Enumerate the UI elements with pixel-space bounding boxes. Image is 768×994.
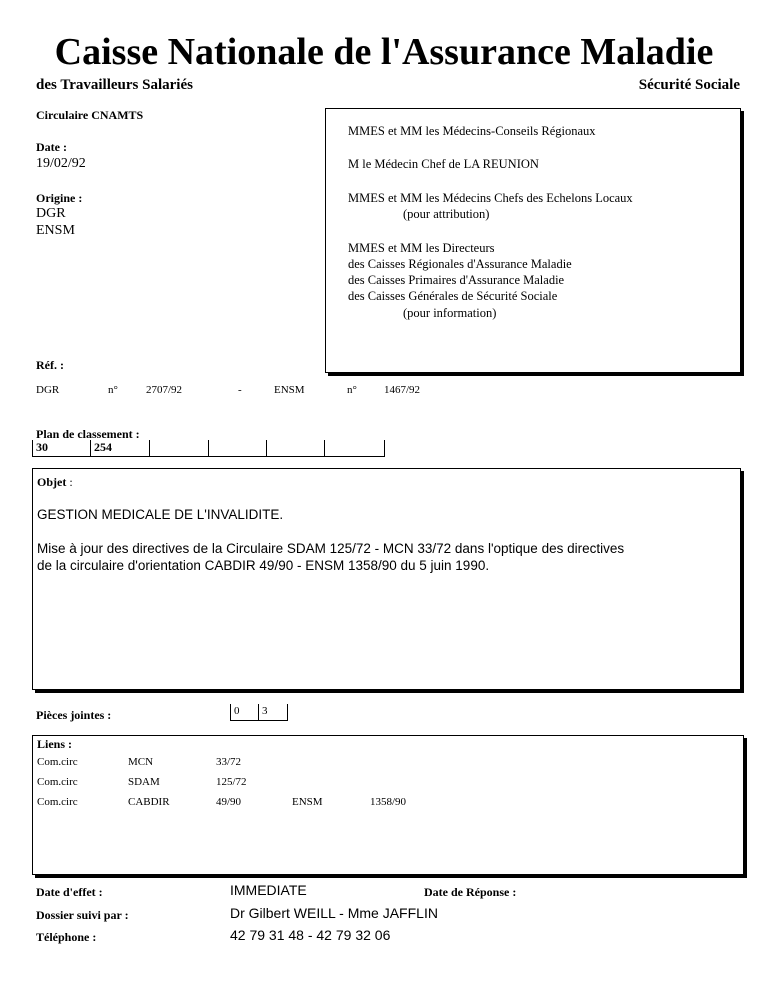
objet-title: GESTION MEDICALE DE L'INVALIDITE. — [37, 507, 284, 522]
plan-cell — [208, 440, 267, 456]
liens-cell: Com.circ — [37, 776, 78, 788]
effet-label: Date d'effet : — [36, 885, 103, 899]
circulaire-label: Circulaire CNAMTS — [36, 108, 144, 122]
pieces-digits — [230, 704, 288, 721]
plan-cell — [149, 440, 208, 456]
plan-label: Plan de classement : — [36, 427, 140, 441]
dist-line-7: des Caisses Primaires d'Assurance Maladie — [348, 273, 565, 287]
pieces-label: Pièces jointes : — [36, 708, 112, 722]
ref-item: - — [238, 384, 242, 396]
ref-item: n° — [347, 384, 357, 396]
objet-label: Objet — [37, 475, 67, 489]
dist-line-5: MMES et MM les Directeurs — [348, 241, 495, 255]
distribution-box — [325, 108, 741, 373]
tel-value: 42 79 31 48 - 42 79 32 06 — [230, 927, 391, 943]
liens-cell: 1358/90 — [370, 796, 407, 808]
plan-cell: 254 — [90, 440, 149, 456]
subtitle-right: Sécurité Sociale — [638, 77, 740, 93]
liens-label: Liens : — [37, 737, 73, 751]
tel-label: Téléphone : — [36, 930, 97, 944]
dossier-value: Dr Gilbert WEILL - Mme JAFFLIN — [230, 905, 438, 921]
liens-cell: 125/72 — [216, 776, 247, 788]
objet-box — [32, 468, 741, 690]
liens-cell: Com.circ — [37, 756, 78, 768]
ref-item: n° — [108, 384, 118, 396]
objet-body-line-1: Mise à jour des directives de la Circulaire SDAM 125/72 - MCN 33/72 dans l'optique des directives — [37, 541, 625, 556]
pieces-digit: 3 — [258, 704, 287, 720]
dist-line-1: MMES et MM les Médecins-Conseils Régionaux — [348, 124, 596, 138]
plan-cell: 30 — [32, 440, 91, 456]
subtitle-left: des Travailleurs Salariés — [36, 77, 193, 93]
ref-label: Réf. : — [36, 358, 64, 372]
dist-line-4: (pour attribution) — [403, 207, 490, 221]
liens-cell: SDAM — [128, 776, 160, 788]
origine-label: Origine : — [36, 191, 83, 205]
dist-line-6: des Caisses Régionales d'Assurance Maladie — [348, 257, 572, 271]
liens-cell: 49/90 — [216, 796, 242, 808]
dist-line-2: M le Médecin Chef de LA REUNION — [348, 157, 539, 171]
liens-cell: Com.circ — [37, 796, 78, 808]
date-label: Date : — [36, 140, 67, 154]
liens-cell: CABDIR — [128, 796, 170, 808]
liens-cell: ENSM — [292, 796, 323, 808]
objet-colon: : — [66, 475, 73, 489]
date-value: 19/02/92 — [36, 156, 86, 171]
origine-line-2: ENSM — [36, 223, 75, 238]
dist-line-3: MMES et MM les Médecins Chefs des Echelons Locaux — [348, 191, 633, 205]
ref-item: 2707/92 — [146, 384, 183, 396]
plan-cell — [266, 440, 325, 456]
objet-label-wrap — [37, 475, 73, 490]
pieces-digit: 0 — [230, 704, 259, 720]
ref-item: 1467/92 — [384, 384, 421, 396]
liens-cell: MCN — [128, 756, 154, 768]
liens-cell: 33/72 — [216, 756, 242, 768]
effet-value: IMMEDIATE — [230, 882, 307, 898]
reponse-label: Date de Réponse : — [424, 885, 517, 899]
plan-cell — [324, 440, 383, 456]
ref-item: DGR — [36, 384, 60, 396]
objet-body-line-2: de la circulaire d'orientation CABDIR 49/90 - ENSM 1358/90 du 5 juin 1990. — [37, 558, 490, 573]
plan-cells — [32, 440, 385, 457]
liens-box — [32, 735, 744, 875]
page-title: Caisse Nationale de l'Assurance Maladie — [54, 31, 714, 73]
dist-line-9: (pour information) — [403, 306, 497, 320]
dist-line-8: des Caisses Générales de Sécurité Sociale — [348, 289, 558, 303]
ref-item: ENSM — [274, 384, 305, 396]
origine-line-1: DGR — [36, 206, 66, 221]
dossier-label: Dossier suivi par : — [36, 908, 129, 922]
